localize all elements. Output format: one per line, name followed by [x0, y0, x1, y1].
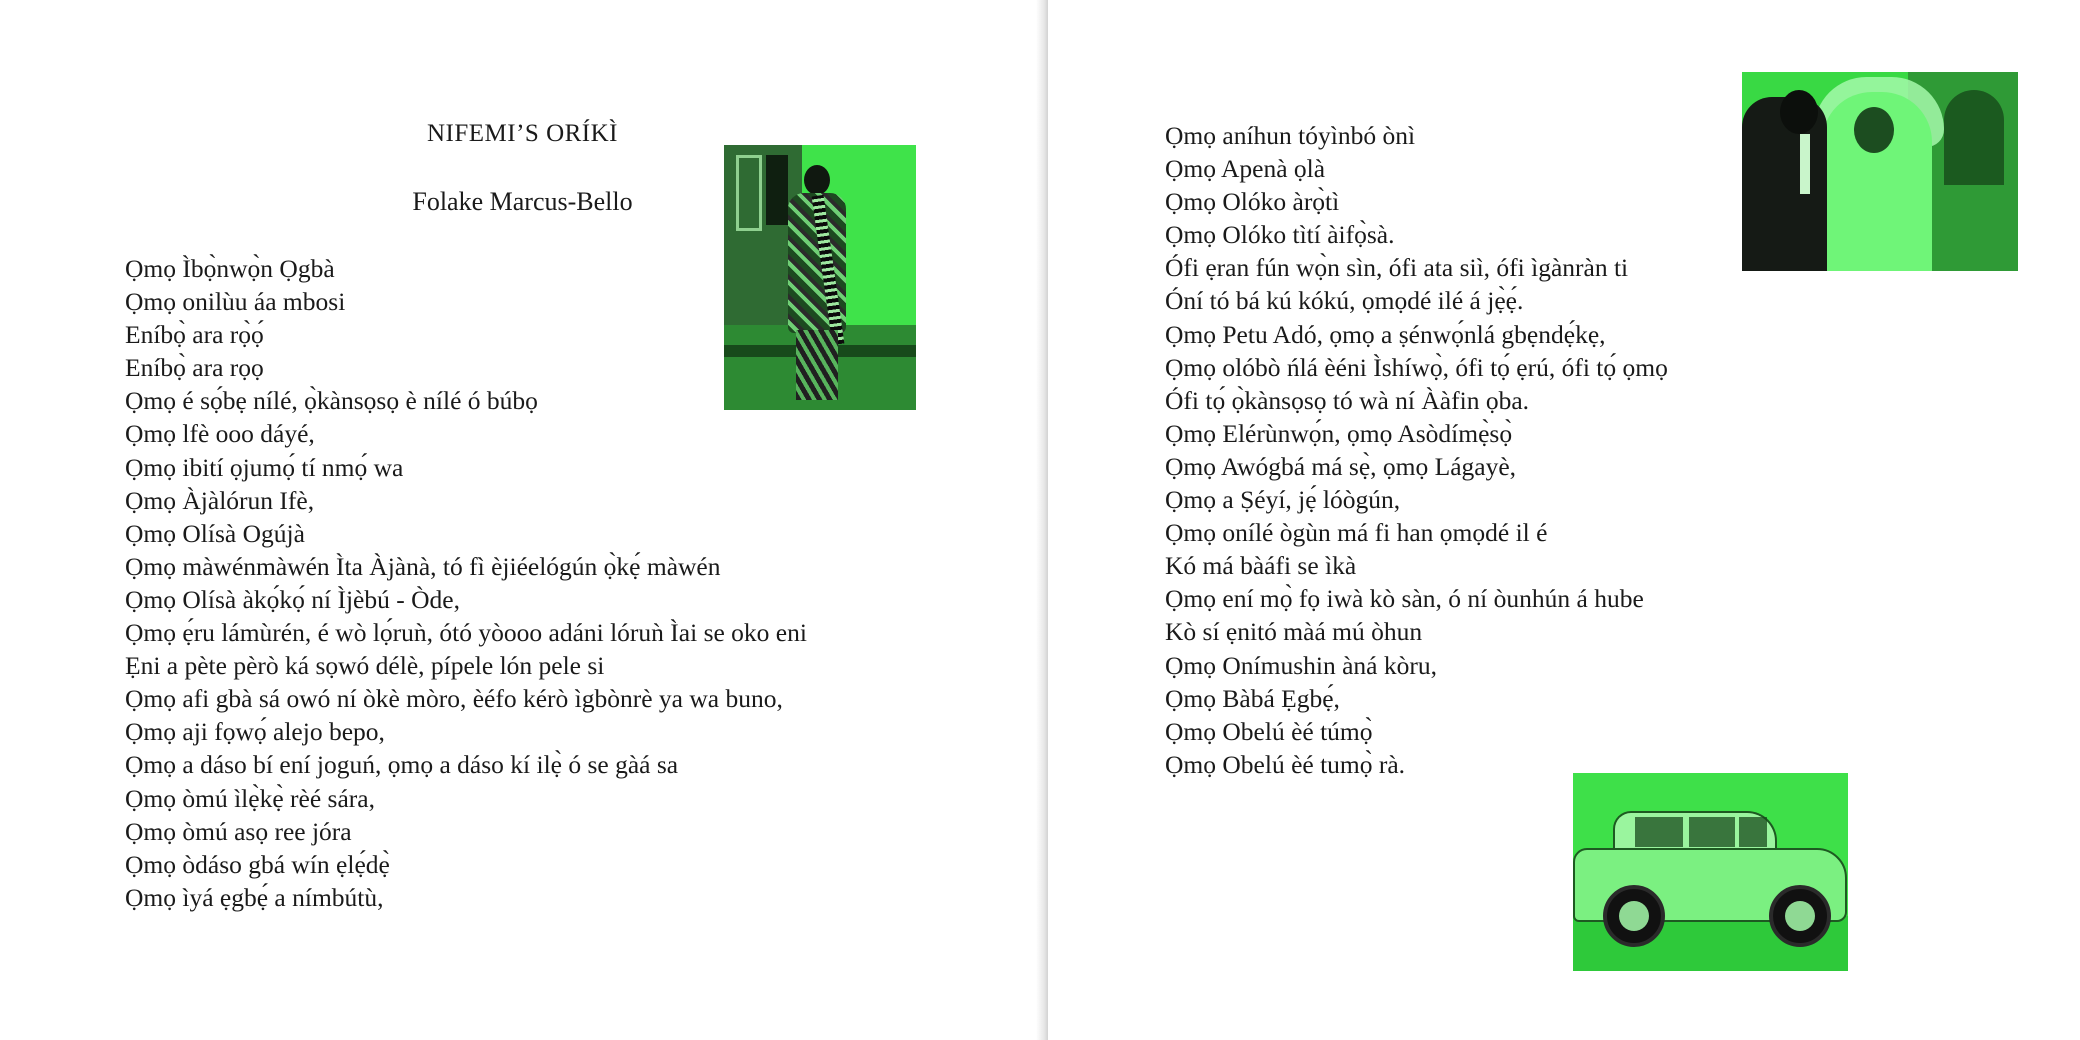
poem-line: Ọmọ aníhun tóyìnbó ònì — [1165, 121, 1416, 150]
poem-line: Kò sí ẹnitó màá mú òhun — [1165, 617, 1423, 647]
poem-line: Ọmọ Onímushin àná kòru, — [1165, 650, 1437, 680]
poem-line: Ọmọ ìyá ẹgbẹ́ a nímbútù, — [125, 882, 384, 912]
poem-line: Ọmọ ibití ọjumọ́ tí nmọ́ wa — [125, 452, 404, 482]
poem-line: Ọmọ Olóko tìtí àifọ̀sà. — [1165, 220, 1395, 250]
poem-line: Ọmọ Olísà àkọ́kọ́ ní Ìjèbú - Òde, — [125, 584, 460, 614]
poem-line: Ọmọ a dáso bí ení joguń, ọmọ a dáso kí ilẹ̀ ó se gàá sa — [125, 750, 679, 780]
poem-line: Ọmọ onílé ògùn má fi han ọmọdé il é — [1165, 518, 1548, 548]
poem-line: Ọmọ Elérùnwọ́n, ọmọ Asòdímẹ̀sọ̀ — [1165, 418, 1513, 448]
poem-line: Ọmọ onilùu áa mbosi — [125, 287, 346, 317]
poem-line: Ọmọ Apenà ọlà — [1165, 154, 1326, 184]
poem-line: Ọmọ Obelú èé tumọ̀ rà. — [1165, 749, 1406, 779]
poem-line: Ọmọ afi gbà sá owó ní òkè mòro, èéfo kérò ìgbònrè ya wa buno, — [125, 684, 783, 714]
poem-line: Ọmọ ení mọ̀ fọ iwà kò sàn, ó ní òunhún á hube — [1165, 584, 1644, 614]
person-figure — [782, 165, 852, 405]
vintage-car-photo — [1573, 773, 1848, 971]
poem-line: Ẹni a pète pèrò ká sọwó délè, pípele lón pele si — [125, 651, 605, 681]
poem-line: Kó má bàáfi se ìkà — [1165, 551, 1357, 581]
woman-standing-photo — [724, 145, 916, 410]
poem-line: Ọmọ Obelú èé túmọ̀ — [1165, 716, 1373, 746]
poem-line: Ọmọ Bàbá Ẹgbẹ́, — [1165, 683, 1340, 713]
poem-left-column — [125, 252, 807, 914]
poem-line: Ọmọ Olísà Ogújà — [125, 518, 305, 548]
poem-line: Ọmọ aji fọwọ́ alejo bepo, — [125, 717, 385, 747]
poem-line: Ọmọ Àjàlórun Ifè, — [125, 485, 315, 515]
poem-line: Ọmọ Ìbọ̀nwọ̀n Ọgbà — [125, 254, 335, 283]
poem-line: Ọmọ a Ṣéyí, jẹ́ lóògún, — [1165, 485, 1401, 515]
poem-line: Ọmọ olóbò ńlá èéni Ìshíwọ̀, ófi tọ́ ẹrú, ófi tọ́ ọmọ — [1165, 352, 1668, 382]
poem-line: Ọmọ òmú asọ ree jóra — [125, 816, 352, 846]
poem-line: Ọmọ ẹ́ru lámùrén, é wò lọ́ruǹ, ótó yòooo adáni lóruǹ Ìai se oko eni — [125, 618, 807, 648]
poem-line: Ófi tọ́ ọ̀kànsọsọ tó wà ní Ààfin ọba. — [1165, 385, 1530, 415]
poem-title: NIFEMI’S ORÍKÌ — [426, 120, 619, 147]
poem-line: Ọmọ òmú ìlẹ̀kẹ̀ rèé sára, — [125, 783, 375, 813]
poem-line: Óní tó bá kú kókú, ọmọdé ilé á jẹ̀ẹ́. — [1165, 286, 1524, 316]
poem-line: Ọmọ Awógbá má sẹ̀, ọmọ Lágayè, — [1165, 451, 1517, 481]
poem-line: Ọmọ òdáso gbá wín ẹlẹ́dẹ̀ — [125, 849, 390, 879]
poem-line: Ọmọ Petu Adó, ọmọ a ṣénwọ́nlá gbẹndẹ́kẹ, — [1165, 319, 1606, 349]
poem-line: Eníbọ̀ ara rọọ — [125, 353, 264, 383]
poem-right-column — [1165, 119, 1668, 781]
poem-line: Ọmọ é sọ́bẹ nílé, ọ̀kànsọsọ è nílé ó búbọ — [125, 386, 538, 416]
poem-author: Folake Marcus-Bello — [412, 187, 633, 216]
wedding-couple-photo — [1742, 72, 2018, 271]
poem-line: Ọmọ Olóko àrọ̀tì — [1165, 187, 1340, 217]
poem-line: Ọmọ màwénmàwén Ìta Àjànà, tó fì èjiéelógún ọ̀kẹ́ màwén — [125, 551, 721, 581]
poem-line: Ófi ẹran fún wọ̀n sìn, ófi ata siì, ófi ìgànràn ti — [1165, 253, 1629, 283]
poem-line: Eníbọ̀ ara rọ̀ọ́ — [125, 320, 264, 350]
poem-line: Ọmọ lfè ooo dáyé, — [125, 419, 315, 449]
